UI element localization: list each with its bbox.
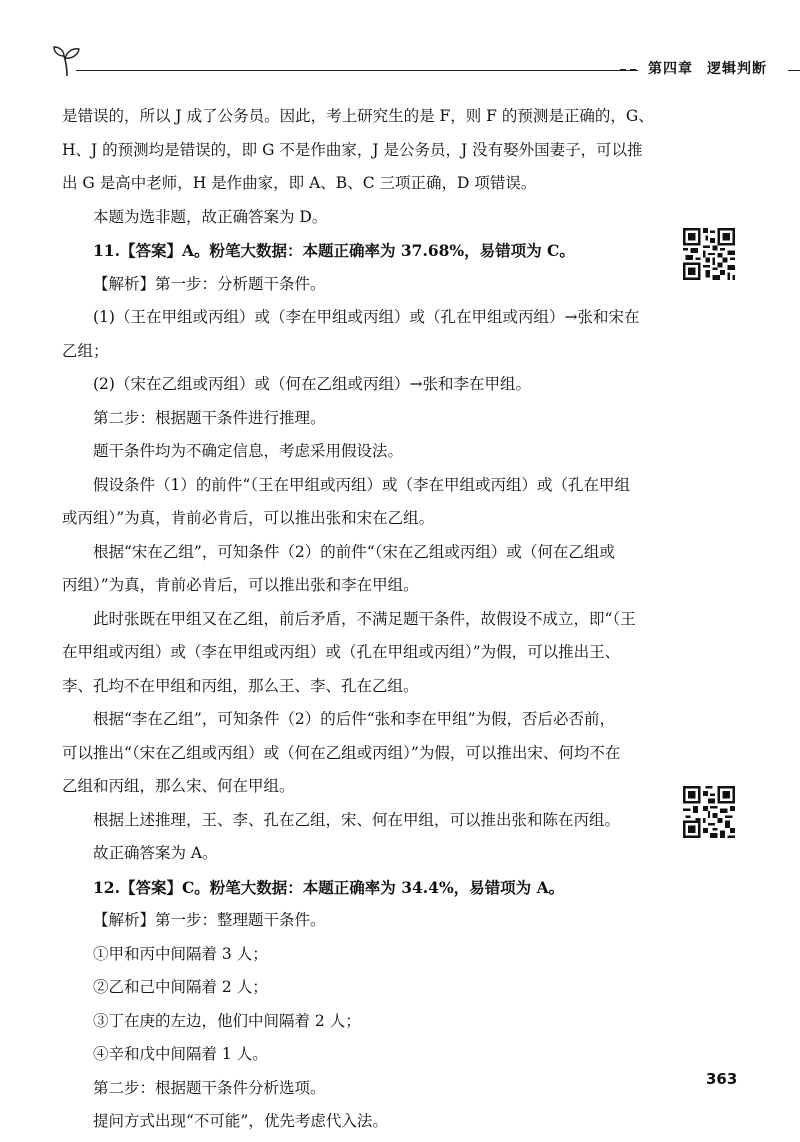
page-number: 363 (706, 1070, 738, 1088)
text-line: 根据“宋在乙组”，可知条件（2）的前件“（宋在乙组或丙组）或（何在乙组或 (93, 542, 615, 561)
header-rule-left (76, 70, 638, 71)
text-line: 故正确答案为 A。 (93, 844, 218, 862)
text-line: 第二步：根据题干条件分析选项。 (93, 1078, 326, 1097)
text-line: 出 G 是高中老师，H 是作曲家，即 A、B、C 三项正确，D 项错误。 (62, 174, 537, 192)
text-line: 李、孔均不在甲组和丙组，那么王、李、孔在乙组。 (62, 676, 419, 695)
text-line: 乙组； (62, 341, 109, 360)
text-line: 在甲组或丙组）或（李在甲组或丙组）或（孔在甲组或丙组）”为假，可以推出王、 (62, 643, 621, 661)
header-rule-right (788, 70, 800, 71)
text-line: 根据“李在乙组”，可知条件（2）的后件“张和李在甲组”为假，否后必否前， (93, 710, 616, 728)
text-line: 可以推出“（宋在乙组或丙组）或（何在乙组或丙组）”为假，可以推出宋、何均不在 (62, 743, 621, 762)
text-line: 提问方式出现“不可能”，优先考虑代入法。 (93, 1112, 388, 1130)
analysis-heading: 【解析】第一步：分析题干条件。 (93, 274, 326, 293)
text-line: 丙组）”为真，肯前必肯后，可以推出张和李在甲组。 (62, 576, 419, 594)
text-line: 或丙组）”为真，肯前必肯后，可以推出张和宋在乙组。 (62, 509, 435, 527)
chapter-title (648, 58, 767, 80)
text-line: 本题为选非题，故正确答案为 D。 (93, 207, 328, 226)
condition-line: ③丁在庚的左边，他们中间隔着 2 人； (93, 1011, 361, 1030)
sprout-icon (52, 44, 82, 78)
condition-line: ②乙和己中间隔着 2 人； (93, 978, 268, 996)
text-line: (2)（宋在乙组或丙组）或（何在乙组或丙组）→张和李在甲组。 (93, 375, 531, 393)
text-line: 此时张既在甲组又在乙组，前后矛盾，不满足题干条件，故假设不成立，即“（王 (93, 609, 636, 628)
text-line: 第二步：根据题干条件进行推理。 (93, 408, 326, 427)
condition-line: ④辛和戊中间隔着 1 人。 (93, 1045, 268, 1063)
text-line: H、J 的预测均是错误的，即 G 不是作曲家，J 是公务员，J 没有娶外国妻子，可以推 (62, 140, 643, 159)
chapter-number: 第四章 (648, 61, 693, 77)
analysis-heading: 【解析】第一步：整理题干条件。 (93, 911, 326, 929)
header-dash (620, 69, 626, 71)
chapter-section: 逻辑判断 (707, 61, 767, 77)
answer-heading-12: 12.【答案】C。粉笔大数据：本题正确率为 34.4%，易错项为 A。 (93, 877, 565, 897)
page-header (52, 42, 800, 82)
answer-heading-11: 11.【答案】A。粉笔大数据：本题正确率为 37.68%，易错项为 C。 (93, 241, 575, 260)
text-line: 是错误的，所以 J 成了公务员。因此，考上研究生的是 F，则 F 的预测是正确的，G、 (62, 107, 654, 125)
text-line: 假设条件（1）的前件“（王在甲组或丙组）或（李在甲组或丙组）或（孔在甲组 (93, 475, 631, 494)
qr-code-icon[interactable] (683, 228, 735, 280)
text-line: 根据上述推理，王、李、孔在乙组，宋、何在甲组，可以推出张和陈在丙组。 (93, 810, 621, 829)
condition-line: ①甲和丙中间隔着 3 人； (93, 944, 268, 963)
text-line: (1)（王在甲组或丙组）或（李在甲组或丙组）或（孔在甲组或丙组）→张和宋在 (93, 308, 640, 326)
text-line: 题干条件均为不确定信息，考虑采用假设法。 (93, 442, 404, 460)
text-line: 乙组和丙组，那么宋、何在甲组。 (62, 777, 295, 795)
qr-code-icon[interactable] (683, 786, 735, 838)
header-dash (630, 69, 636, 71)
body-text (62, 100, 662, 1139)
